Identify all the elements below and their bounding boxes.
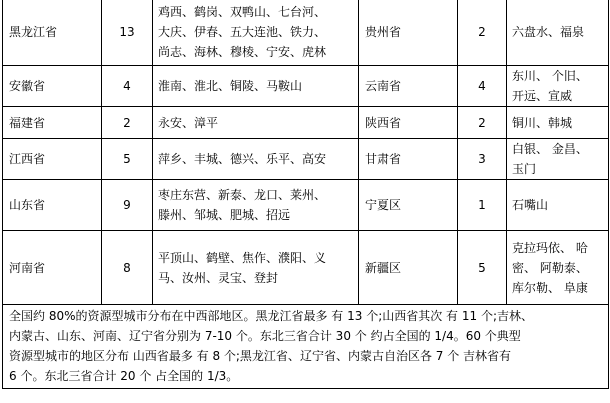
table-row — [3, 139, 609, 180]
city-count-cell: 4 — [458, 66, 507, 107]
city-list-line: 枣庄东营、新泰、龙口、莱州、 — [158, 188, 327, 202]
city-list-cell — [507, 231, 609, 305]
city-list-line: 克拉玛依、 哈 — [512, 240, 588, 255]
city-list-cell — [153, 107, 359, 139]
city-list-line: 大庆、伊春、五大连池、铁力、 — [158, 25, 327, 39]
city-count-cell: 9 — [102, 180, 153, 231]
city-list-line: 六盘水、福泉 — [512, 25, 585, 39]
summary-note-row — [3, 305, 609, 389]
province-cell: 福建省 — [3, 107, 102, 139]
city-count-cell: 13 — [102, 0, 153, 66]
province-cell: 河南省 — [3, 231, 102, 305]
city-list-line: 白银、 金昌、 — [512, 142, 588, 156]
city-list-cell — [153, 139, 359, 180]
city-list-line: 尚志、海林、穆棱、宁安、虎林 — [158, 45, 327, 59]
summary-note-line: 内蒙古、山东、河南、辽宁省分别为 7-10 个。东北三省合计 30 个 约占全国的 1/4。60 个典型 — [9, 329, 521, 343]
province-cell: 山东省 — [3, 180, 102, 231]
province-cell: 云南省 — [359, 66, 458, 107]
city-count-cell: 2 — [458, 0, 507, 66]
city-list-cell — [507, 139, 609, 180]
city-list-cell — [153, 66, 359, 107]
city-list-cell — [153, 0, 359, 66]
city-list-line: 玉门 — [512, 162, 537, 176]
province-cell: 新疆区 — [359, 231, 458, 305]
city-count-cell: 2 — [102, 107, 153, 139]
city-count-cell: 8 — [102, 231, 153, 305]
table-row — [3, 0, 609, 66]
city-count-cell: 2 — [458, 107, 507, 139]
city-list-line: 石嘴山 — [512, 198, 549, 212]
summary-note — [3, 305, 609, 389]
province-cell: 贵州省 — [359, 0, 458, 66]
table-row — [3, 107, 609, 139]
table-row — [3, 231, 609, 305]
city-list-line: 东川、 个旧、 — [512, 69, 588, 83]
summary-note-line: 全国约 80%的资源型城市分布在中西部地区。黑龙江省最多 有 13 个;山西省其次 有 11 个;吉林、 — [9, 309, 534, 323]
table-row — [3, 66, 609, 107]
city-list-line: 开远、宣威 — [512, 89, 573, 103]
city-list-line: 铜川、韩城 — [512, 115, 573, 130]
province-cell: 江西省 — [3, 139, 102, 180]
city-list-line: 库尔勒、 阜康 — [512, 280, 588, 295]
city-list-cell — [507, 0, 609, 66]
city-list-line: 平顶山、鹤壁、焦作、濮阳、义 — [158, 250, 327, 265]
province-cell: 宁夏区 — [359, 180, 458, 231]
city-list-line: 永安、漳平 — [158, 115, 219, 130]
city-list-line: 滕州、邹城、肥城、招远 — [158, 208, 291, 222]
province-cell: 安徽省 — [3, 66, 102, 107]
city-count-cell: 5 — [102, 139, 153, 180]
city-list-cell — [507, 107, 609, 139]
city-count-cell: 1 — [458, 180, 507, 231]
city-list-line: 鸡西、鹤岗、双鸭山、七台河、 — [158, 5, 327, 19]
city-list-cell — [153, 180, 359, 231]
province-cell: 陕西省 — [359, 107, 458, 139]
province-cell: 黑龙江省 — [3, 0, 102, 66]
summary-note-line: 6 个。东北三省合计 20 个 占全国的 1/3。 — [9, 369, 239, 383]
city-list-line: 淮南、淮北、铜陵、马鞍山 — [158, 79, 303, 93]
city-list-cell — [153, 231, 359, 305]
city-count-cell: 3 — [458, 139, 507, 180]
province-cell: 甘肃省 — [359, 139, 458, 180]
city-list-line: 密、 阿勒泰、 — [512, 260, 588, 275]
city-list-cell — [507, 66, 609, 107]
city-count-cell: 5 — [458, 231, 507, 305]
city-count-cell: 4 — [102, 66, 153, 107]
summary-note-line: 资源型城市的地区分布 山西省最多 有 8 个;黑龙江省、辽宁省、内蒙古自治区各 7 个 吉林省有 — [9, 349, 512, 363]
city-list-line: 萍乡、丰城、德兴、乐平、高安 — [158, 152, 327, 166]
resource-city-table — [2, 0, 609, 389]
table-row — [3, 180, 609, 231]
city-list-cell — [507, 180, 609, 231]
city-list-line: 马、汝州、灵宝、登封 — [158, 270, 279, 285]
